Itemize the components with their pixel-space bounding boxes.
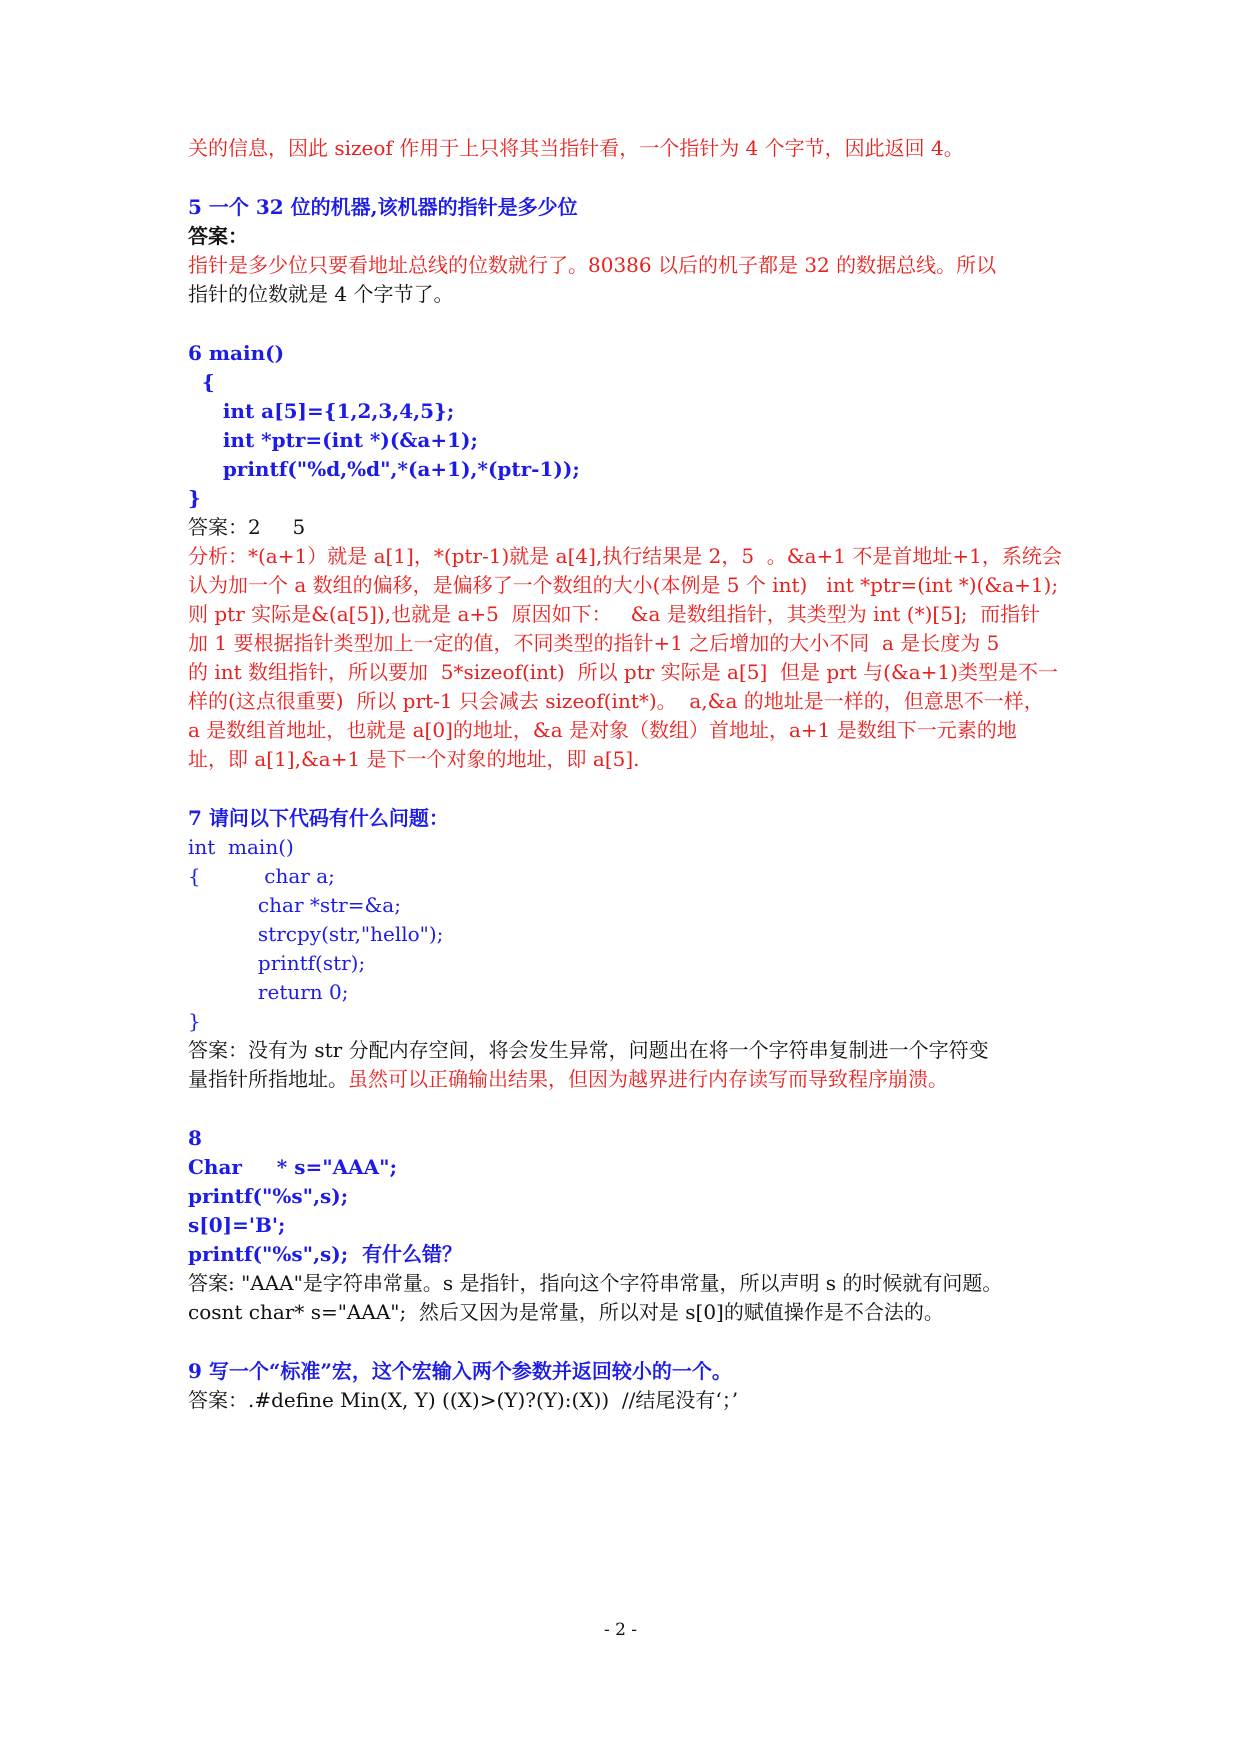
q7-code-line: return 0; xyxy=(188,980,349,1004)
page-number: - 2 - xyxy=(603,1620,638,1640)
q4-tail-text: 关的信息，因此 sizeof 作用于上只将其当指针看，一个指针为 4 个字节，因此返回 4。 xyxy=(188,136,964,160)
q7-code-line: } xyxy=(188,1009,201,1033)
q6-analysis-line: 的 int 数组指针，所以要加 5*sizeof(int) 所以 ptr 实际是 a[5] 但是 prt 与(&a+1)类型是不一 xyxy=(188,660,1058,684)
q8-code-line: s[0]='B'; xyxy=(188,1213,286,1237)
q6-analysis-line: 则 ptr 实际是&(a[5]),也就是 a+5 原因如下： &a 是数组指针，其类型为 int (*)[5]; 而指针 xyxy=(188,602,1041,626)
q7-code-line: printf(str); xyxy=(188,951,366,975)
q7-code-line: { char a; xyxy=(188,864,335,888)
q7-answer-line-2-black: 量指针所指地址。 xyxy=(188,1067,348,1091)
q9-title: 9 写一个“标准”宏，这个宏输入两个参数并返回较小的一个。 xyxy=(188,1359,732,1383)
q7-code-line: char *str=&a; xyxy=(188,893,401,917)
q6-code-line: } xyxy=(188,486,201,510)
q8-code-line: 8 xyxy=(188,1126,202,1150)
q5-answer-line-2: 指针的位数就是 4 个字节了。 xyxy=(188,282,454,306)
q5-title: 5 一个 32 位的机器,该机器的指针是多少位 xyxy=(188,195,578,219)
q6-code-line: { xyxy=(188,370,215,394)
q6-code-line: int *ptr=(int *)(&a+1); xyxy=(188,428,478,452)
q8-code-line: printf("%s",s); xyxy=(188,1184,349,1208)
q6-analysis-line: 址，即 a[1],&a+1 是下一个对象的地址，即 a[5]. xyxy=(188,747,640,771)
q6-analysis-line: 认为加一个 a 数组的偏移，是偏移了一个数组的大小(本例是 5 个 int) int *ptr=(int *)(&a+1); xyxy=(188,573,1059,597)
q8-code-line: printf("%s",s); 有什么错？ xyxy=(188,1242,463,1266)
q7-answer-line-2 xyxy=(188,1064,948,1094)
q7-answer-line-2-red: 虽然可以正确输出结果，但因为越界进行内存读写而导致程序崩溃。 xyxy=(348,1067,948,1091)
q7-title: 7 请问以下代码有什么问题： xyxy=(188,806,449,830)
q6-analysis-line: 分析：*(a+1）就是 a[1]，*(ptr-1)就是 a[4],执行结果是 2，5 。&a+1 不是首地址+1，系统会 xyxy=(188,544,1062,568)
q5-answer-line-1: 指针是多少位只要看地址总线的位数就行了。80386 以后的机子都是 32 的数据总线。所以 xyxy=(188,253,997,277)
q7-code-line: int main() xyxy=(188,835,294,859)
q8-answer-line-2: cosnt char* s="AAA"; 然后又因为是常量，所以对是 s[0]的赋值操作是不合法的。 xyxy=(188,1300,944,1324)
q6-analysis-line: a 是数组首地址，也就是 a[0]的地址，&a 是对象（数组）首地址，a+1 是数组下一元素的地 xyxy=(188,718,1017,742)
q8-answer-line-1: 答案: "AAA"是字符串常量。s 是指针，指向这个字符串常量，所以声明 s 的时候就有问题。 xyxy=(188,1271,1003,1295)
q6-analysis-line: 样的(这点很重要) 所以 prt-1 只会减去 sizeof(int*)。 a,&a 的地址是一样的，但意思不一样， xyxy=(188,689,1044,713)
q6-code-line: int a[5]={1,2,3,4,5}; xyxy=(188,399,455,423)
q9-answer: 答案：.#define Min(X, Y) ((X)>(Y)?(Y):(X)) //结尾没有‘；’ xyxy=(188,1388,739,1412)
q6-code-line: 6 main() xyxy=(188,341,285,365)
q6-answer: 答案：2 5 xyxy=(188,515,306,539)
q6-code-line: printf("%d,%d",*(a+1),*(ptr-1)); xyxy=(188,457,580,481)
q7-answer-line-1: 答案：没有为 str 分配内存空间，将会发生异常，问题出在将一个字符串复制进一个字符变 xyxy=(188,1038,989,1062)
q5-answer-label: 答案： xyxy=(188,224,248,248)
q8-code-line: Char * s="AAA"; xyxy=(188,1155,397,1179)
q6-analysis-line: 加 1 要根据指针类型加上一定的值，不同类型的指针+1 之后增加的大小不同 a 是长度为 5 xyxy=(188,631,1000,655)
q7-code-line: strcpy(str,"hello"); xyxy=(188,922,444,946)
